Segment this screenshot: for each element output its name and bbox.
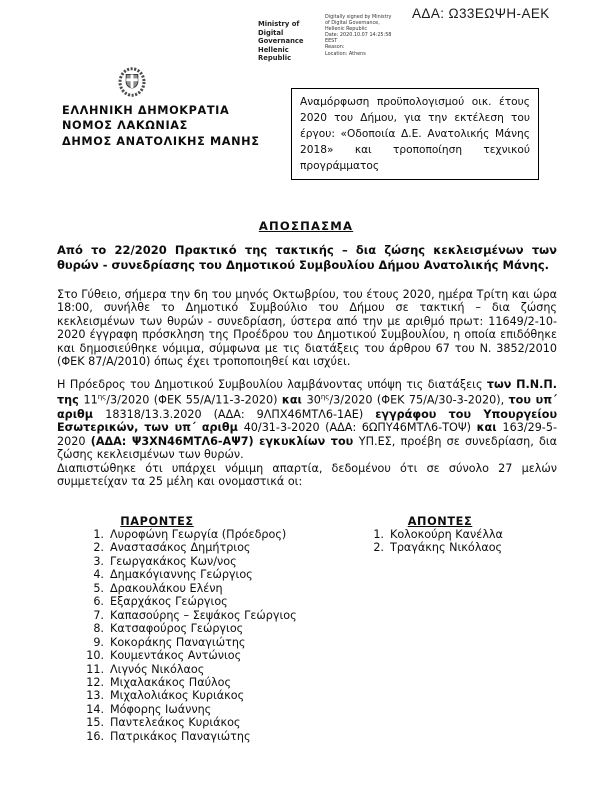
list-item-number: 2.	[93, 541, 104, 555]
list-item-name: Πατρικάκος Παναγιώτης	[110, 729, 251, 743]
signature-details-text	[325, 14, 413, 63]
absent-list	[368, 528, 503, 555]
list-item-name: Δρακουλάκου Ελένη	[110, 581, 223, 595]
list-item-name: Δημακόγιαννης Γεώργιος	[110, 568, 253, 582]
header-line-prefecture: ΝΟΜΟΣ ΛΑΚΩΝΙΑΣ	[62, 119, 188, 133]
list-item-name: Καπασούρης – Σεψάκος Γεώργιος	[110, 608, 297, 622]
list-item-name: Εξαρχάκος Γεώργιος	[110, 595, 228, 609]
list-item-number: 8.	[93, 622, 104, 636]
list-item-number: 3.	[93, 554, 104, 568]
body-paragraph-3: Διαπιστώθηκε ότι υπάρχει νόμιμη απαρτία, δεδομένου ότι σε σύνολο 27 μελών συμμετείχαν τα 25 μέλη και ονομαστικά οι:	[57, 462, 557, 489]
text-segment: 11	[83, 394, 98, 408]
bold-text-segment: και	[476, 421, 503, 435]
list-item	[84, 555, 297, 568]
bold-text-segment: του υπ΄ αριθμ	[57, 394, 558, 421]
stamp-line: Reason:	[325, 44, 345, 51]
list-item-name: Κουμεντάκος Αντώνιος	[110, 649, 242, 663]
list-item	[368, 541, 503, 554]
list-item	[84, 636, 297, 649]
intro-paragraph: Από το 22/2020 Πρακτικό της τακτικής – δια ζώσης κεκλεισμένων των θυρών - συνεδρίασης του Δημοτικού Συμβουλίου Δήμου Ανατολικής Μάνης.	[57, 243, 557, 273]
header-line-republic: ΕΛΛΗΝΙΚΗ ΔΗΜΟΚΡΑΤΙΑ	[62, 104, 230, 117]
text-segment: ης	[97, 393, 107, 402]
absent-list-header: ΑΠΟΝΤΕΣ	[407, 515, 473, 528]
list-item-number: 1.	[373, 528, 384, 541]
list-item	[368, 528, 503, 541]
bold-text-segment: (ΑΔΑ: Ψ3ΧΝ46ΜΤΛ6-ΑΨ7) εγκυκλίων του	[90, 434, 359, 448]
list-item-number: 7.	[93, 608, 104, 622]
list-item-number: 1.	[93, 528, 104, 541]
list-item	[84, 649, 297, 662]
list-item	[84, 676, 297, 689]
body-paragraph-1: Στο Γύθειο, σήμερα την 6η του μηνός Οκτωβρίου, του έτους 2020, ημέρα Τρίτη και ώρα 18:00, συνήλθε το Δημοτικό Συμβούλιο του Δήμου σε τακτική – δια ζώσης κεκλεισμένων των θυρών - συνεδρίαση, ύστερα από την με αριθμό πρωτ: 11649/2-10-2020 έγγραφη πρόσκληση της Προέδρου του Δημοτικού Συμβουλίου, η οποία επιδόθηκε και δημοσιεύθηκε νόμιμα, σύμφωνα με τις διατάξεις του άρθρου 67 του Ν. 3852/2010 (ΦΕΚ 87/Α/2010) όπως έχει τροποποιηθεί και ισχύει.	[57, 288, 557, 369]
stamp-line: Digitally signed by Ministry	[325, 14, 392, 20]
stamp-line: Hellenic Republic	[258, 45, 292, 63]
text-segment: 30	[306, 394, 321, 408]
digital-signature-stamp	[258, 14, 413, 63]
stamp-line: of Digital Governance,	[325, 20, 380, 27]
list-item-number: 4.	[93, 568, 104, 582]
list-item-number: 10.	[86, 649, 104, 663]
list-item	[84, 730, 297, 743]
stamp-line: Hellenic Republic	[325, 26, 368, 33]
list-item-name: Κολοκούρη Κανέλλα	[390, 528, 503, 541]
signature-org-text	[258, 20, 320, 63]
text-segment: 163/29-5-2020	[57, 421, 558, 448]
list-item-name: Κοκοράκης Παναγιώτης	[110, 635, 246, 649]
list-item	[84, 582, 297, 595]
greek-coat-of-arms-icon	[117, 65, 147, 98]
stamp-line: Ministry of Digital	[258, 20, 300, 37]
list-item-name: Παντελεάκος Κυριάκος	[110, 716, 241, 730]
text-segment: ΥΠ.ΕΣ, προέβη σε συνεδρίαση, δια ζώσης κεκλεισμένων των θυρών.	[57, 434, 557, 461]
ada-code: ΑΔΑ: Ω33ΕΩΨΗ-ΑΕΚ	[412, 6, 550, 21]
list-item	[84, 716, 297, 729]
list-item-name: Μιχαλακάκος Παύλος	[110, 675, 232, 689]
document-title: ΑΠΟΣΠΑΣΜΑ	[258, 219, 354, 233]
stamp-line: Date: 2020.10.07 14:25:58	[325, 32, 392, 39]
text-segment: Η Πρόεδρος του Δημοτικού Συμβουλίου λαμβάνοντας υπόψη τις διατάξεις	[57, 378, 487, 391]
bold-text-segment: και	[281, 394, 307, 408]
subject-box: Αναμόρφωση προϋπολογισμού οικ. έτους 2020 του Δήμου, για την εκτέλεση του έργου: «Οδοποιία Δ.Ε. Ανατολικής Μάνης 2018» και τροποποίηση τεχνικού προγράμματος	[291, 88, 539, 180]
stamp-line: Location: Athens	[325, 50, 366, 57]
list-item-number: 6.	[93, 595, 104, 609]
list-item-number: 15.	[86, 716, 104, 730]
list-item-number: 16.	[86, 729, 104, 743]
present-list-header: ΠΑΡΟΝΤΕΣ	[120, 515, 194, 528]
bold-text-segment: των Π.Ν.Π. της	[57, 378, 557, 408]
list-item	[84, 622, 297, 635]
list-item	[84, 609, 297, 622]
list-item-number: 12.	[86, 675, 104, 689]
list-item	[84, 663, 297, 676]
body-paragraph-2	[57, 378, 557, 461]
list-item-name: Τραγάκης Νικόλαος	[390, 541, 503, 555]
list-item-name: Λιγνός Νικόλαος	[110, 662, 205, 676]
list-item-name: Μόφορης Ιωάννης	[110, 702, 212, 716]
list-item-name: Γεωργακάκος Κων/νος	[110, 554, 237, 568]
list-item-number: 13.	[86, 689, 104, 703]
list-item	[84, 568, 297, 581]
text-segment: ης	[320, 393, 330, 402]
list-item-name: Λυροφώνη Γεωργία (Πρόεδρος)	[110, 528, 287, 541]
list-item-number: 2.	[373, 541, 384, 555]
list-item	[84, 689, 297, 702]
stamp-line: EEST	[325, 38, 338, 45]
text-segment: /3/2020 (ΦΕΚ 55/Α/11-3-2020)	[106, 394, 282, 408]
text-segment: 40/31-3-2020 (ΑΔΑ: 6ΩΠΥ46ΜΤΛ6-ΤΟΨ)	[243, 421, 477, 435]
government-header	[62, 103, 260, 149]
list-item	[84, 595, 297, 608]
list-item-number: 11.	[86, 662, 104, 676]
list-item	[84, 541, 297, 554]
list-item-name: Κατσαφούρος Γεώργιος	[110, 622, 244, 636]
list-item-number: 5.	[93, 581, 104, 595]
header-line-municipality: ΔΗΜΟΣ ΑΝΑΤΟΛΙΚΗΣ ΜΑΝΗΣ	[62, 134, 260, 148]
text-segment: /3/2020 (ΦΕΚ 75/Α/30-3-2020),	[329, 394, 509, 408]
text-segment: 18318/13.3.2020 (ΑΔΑ: 9ΛΠΧ46ΜΤΛ6-1ΑΕ)	[105, 407, 376, 421]
bold-text-segment: εγγράφου του Υπουργείου Εσωτερικών, των υπ΄ αριθμ	[57, 407, 557, 435]
stamp-line: Governance	[258, 37, 304, 46]
present-list	[84, 528, 297, 743]
list-item	[84, 528, 297, 541]
list-item-name: Μιχαλολιάκος Κυριάκος	[110, 689, 245, 703]
list-item-number: 14.	[86, 702, 104, 716]
list-item-number: 9.	[93, 635, 104, 649]
list-item	[84, 703, 297, 716]
list-item-name: Αναστασάκος Δημήτριος	[110, 541, 251, 555]
